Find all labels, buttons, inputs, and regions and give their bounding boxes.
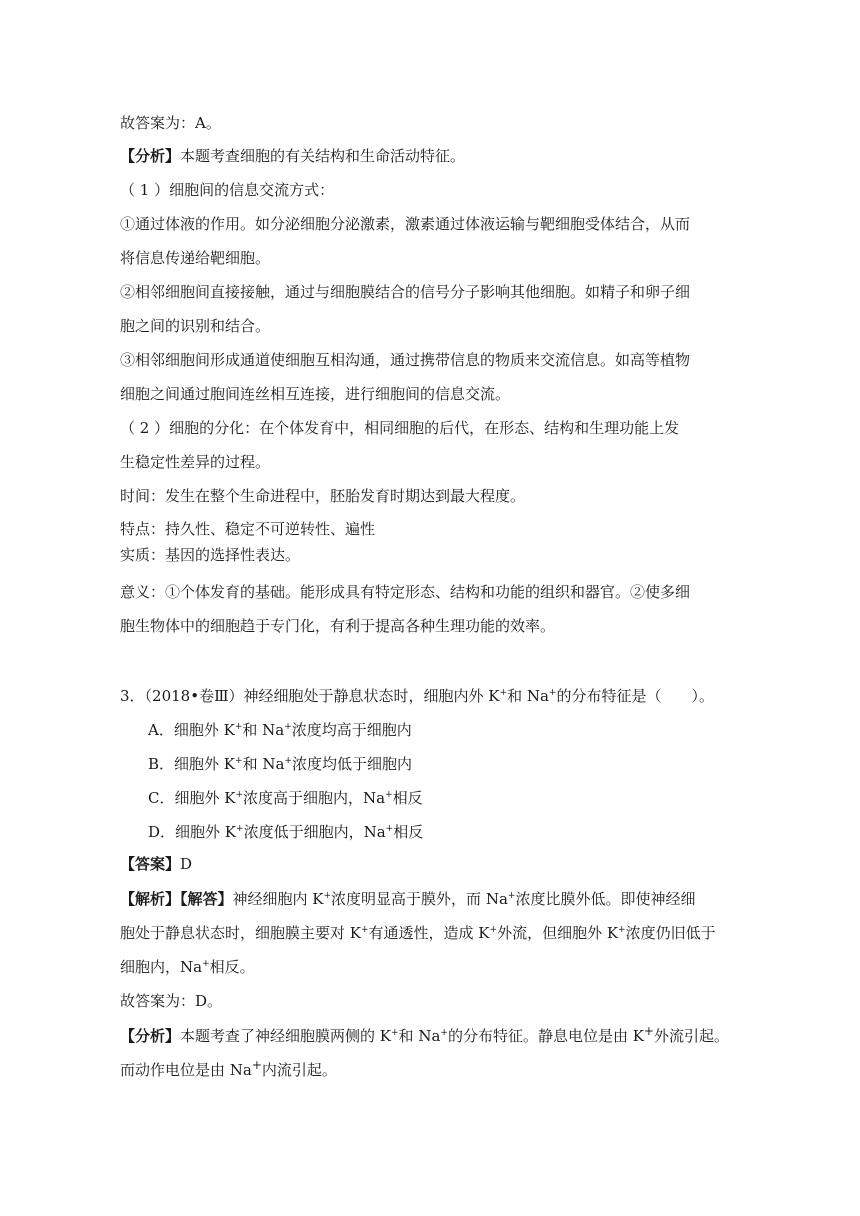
sup-plus: + xyxy=(360,925,369,935)
explain-text: 外流，但细胞外 K xyxy=(497,924,619,942)
option-d-letter: D． xyxy=(148,823,176,841)
option-a[interactable] xyxy=(148,720,778,740)
explain-line1 xyxy=(120,889,750,909)
answer-tag: 【答案】 xyxy=(120,855,181,873)
stem-part-c: 的分布特征是（ ）。 xyxy=(556,687,714,705)
sup-plus: + xyxy=(618,925,626,935)
stem-part-a: 3．（2018•卷Ⅲ）神经细胞处于静息状态时，细胞内外 K xyxy=(120,687,500,705)
sup-plus: + xyxy=(235,790,244,800)
explain-text: 细胞内，Na xyxy=(120,958,203,976)
plus-sign: + xyxy=(643,1024,654,1038)
analysis-text: 本题考查细胞的有关结构和生命活动特征。 xyxy=(180,147,466,165)
option-c-text1: 细胞外 K xyxy=(174,789,236,807)
analysis-text: 内流引起。 xyxy=(261,1061,337,1079)
p1-item3-line2: 细胞之间通过胞间连丝相互连接，进行细胞间的信息交流。 xyxy=(120,385,511,403)
sup-plus: + xyxy=(284,722,292,732)
answer-line-q3-final: 故答案为：D。 xyxy=(120,992,223,1010)
essence-line: 实质：基因的选择性表达。 xyxy=(120,546,301,564)
time-line: 时间：发生在整个生命进程中，胚胎发育时期达到最大程度。 xyxy=(120,487,526,505)
explain-text: 胞处于静息状态时，细胞膜主要对 K xyxy=(120,924,361,942)
sup-plus: + xyxy=(489,925,498,935)
stem-part-b: 和 Na xyxy=(507,687,549,705)
explain-line3 xyxy=(120,957,750,977)
option-d-text3: 相反 xyxy=(393,823,424,841)
option-d-text1: 细胞外 K xyxy=(175,823,237,841)
explain-text: 有通透性，造成 K xyxy=(368,924,490,942)
analysis-text: 而动作电位是由 Na xyxy=(120,1061,252,1079)
analysis-text: 外流引起。 xyxy=(653,1027,729,1045)
analysis-tag-q3: 【分析】 xyxy=(120,1027,181,1045)
explain-text: 浓度仍旧低于 xyxy=(625,924,716,942)
analysis-line-q3-2 xyxy=(120,1055,750,1080)
option-a-text3: 浓度均高于细胞内 xyxy=(291,721,412,739)
sup-plus: + xyxy=(440,1028,448,1038)
question3-stem xyxy=(120,686,750,706)
explain-text: 相反。 xyxy=(209,958,255,976)
sup-plus: + xyxy=(284,756,292,766)
analysis-line xyxy=(120,146,750,166)
answer-line-q3 xyxy=(120,854,750,874)
p1-item1-line2: 将信息传递给靶细胞。 xyxy=(120,249,271,267)
option-d-text2: 浓度低于细胞内，Na xyxy=(243,823,386,841)
p1-item2-line2: 胞之间的识别和结合。 xyxy=(120,317,271,335)
explain-text: 浓度比膜外低。即使神经细 xyxy=(515,890,696,908)
sup-plus: + xyxy=(507,891,516,901)
analysis-tag: 【分析】 xyxy=(120,147,181,165)
explain-tag: 【解析】【解答】 xyxy=(120,890,233,908)
feature-line: 特点：持久性、稳定不可逆转性、遍性 xyxy=(120,520,376,538)
option-c-text2: 浓度高于细胞内，Na xyxy=(243,789,386,807)
sup-plus: + xyxy=(323,891,332,901)
p1-item3-line1: ③相邻细胞间形成通道使细胞互相沟通，通过携带信息的物质来交流信息。如高等植物 xyxy=(120,351,691,369)
option-b-letter: B． xyxy=(148,755,175,773)
sup-plus: + xyxy=(234,722,243,732)
plus-sign: + xyxy=(251,1058,262,1072)
p1-item1-line1: ①通过体液的作用。如分泌细胞分泌激素，激素通过体液运输与靶细胞受体结合，从而 xyxy=(120,215,691,233)
analysis-text: 本题考查了神经细胞膜两侧的 K xyxy=(180,1027,391,1045)
p1-heading: （ 1 ）细胞间的信息交流方式： xyxy=(120,181,335,199)
meaning-line2: 胞生物体中的细胞趋于专门化，有利于提高各种生理功能的效率。 xyxy=(120,617,556,635)
sup-plus: + xyxy=(391,1028,399,1038)
meaning-line1: 意义：①个体发育的基础。能形成具有特定形态、结构和功能的组织和器官。②使多细 xyxy=(120,583,691,601)
option-b[interactable] xyxy=(148,754,778,774)
sup-plus: + xyxy=(385,824,394,834)
option-b-text2: 和 Na xyxy=(242,755,285,773)
option-c-letter: C． xyxy=(148,789,175,807)
option-b-text3: 浓度均低于细胞内 xyxy=(291,755,412,773)
explain-text: 神经细胞内 K xyxy=(232,890,324,908)
sup-plus: + xyxy=(499,688,508,698)
sup-plus: + xyxy=(202,959,210,969)
option-a-text1: 细胞外 K xyxy=(173,721,235,739)
option-c-text3: 相反 xyxy=(392,789,423,807)
option-a-text2: 和 Na xyxy=(242,721,285,739)
answer-line-a: 故答案为：A。 xyxy=(120,114,221,132)
analysis-line-q3 xyxy=(120,1021,750,1046)
sup-plus: + xyxy=(385,790,393,800)
p1-item2-line1: ②相邻细胞间直接接触，通过与细胞膜结合的信号分子影响其他细胞。如精子和卵子细 xyxy=(120,283,691,301)
analysis-text: 和 Na xyxy=(398,1027,441,1045)
sup-plus: + xyxy=(548,688,557,698)
explain-text: 浓度明显高于膜外，而 Na xyxy=(331,890,508,908)
option-d[interactable] xyxy=(148,822,778,842)
p2-line2: 生稳定性差异的过程。 xyxy=(120,453,271,471)
option-b-text1: 细胞外 K xyxy=(174,755,236,773)
analysis-text: 的分布特征。静息电位是由 K xyxy=(447,1027,644,1045)
p2-line1: （ 2 ）细胞的分化：在个体发育中，相同细胞的后代，在形态、结构和生理功能上发 xyxy=(120,419,680,437)
option-c[interactable] xyxy=(148,788,778,808)
answer-value: D xyxy=(180,855,193,873)
explain-line2 xyxy=(120,923,750,943)
sup-plus: + xyxy=(236,824,244,834)
sup-plus: + xyxy=(235,756,243,766)
option-a-letter: A． xyxy=(148,721,174,739)
